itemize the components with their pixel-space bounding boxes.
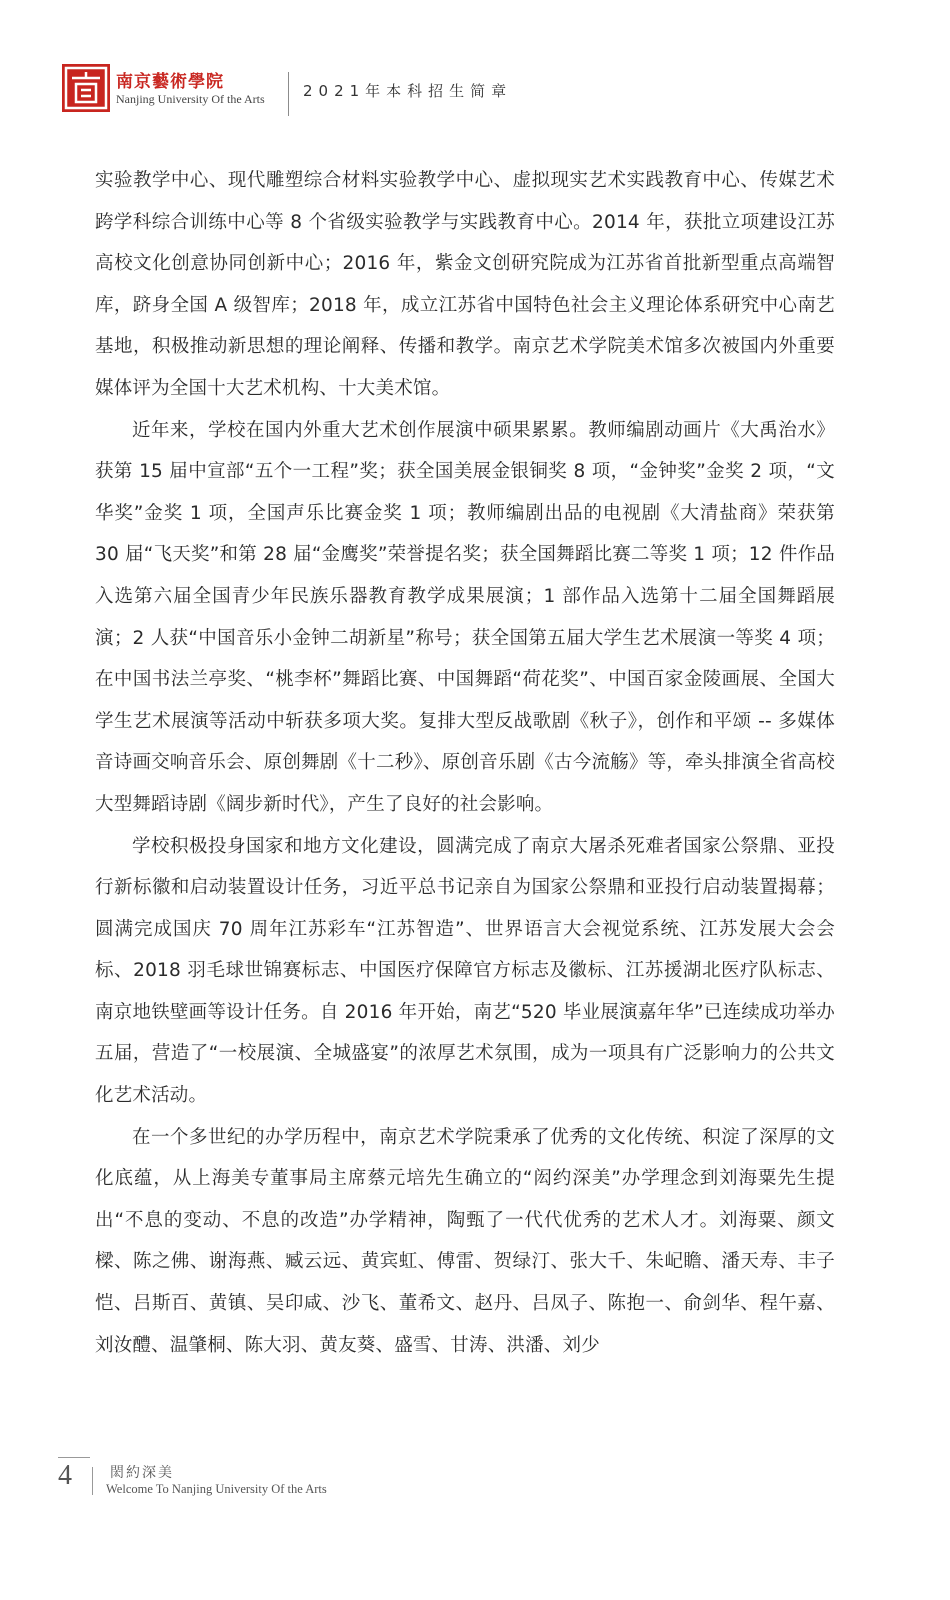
university-motto: 閎約深美 — [110, 1465, 174, 1481]
paragraph-cultural-construction: 学校积极投身国家和地方文化建设，圆满完成了南京大屠杀死难者国家公祭鼎、亚投行新标徽和启动装置设计任务，习近平总书记亲自为国家公祭鼎和亚投行启动装置揭幕；圆满完成国庆 70 周年江苏彩车“江苏智造”、世界语言大会视觉系统、江苏发展大会会标、2018 羽毛球世锦赛标志、中国医疗保障官方标志及徽标、江苏援湖北医疗队标志、南京地铁壁画等设计任务。自 2016 年开始，南艺“520 毕业展演嘉年华”已连续成功举办五届，营造了“一校展演、全城盛宴”的浓厚艺术氛围，成为一项具有广泛影响力的公共文化艺术活动。 — [95, 835, 835, 1107]
page-number: 4 — [58, 1460, 72, 1491]
paragraph-history: 在一个多世纪的办学历程中，南京艺术学院秉承了优秀的文化传统、积淀了深厚的文化底蕴，从上海美专董事局主席蔡元培先生确立的“闳约深美”办学理念到刘海粟先生提出“不息的变动、不息的改造”办学精神，陶甄了一代代优秀的艺术人才。刘海粟、颜文樑、陈之佛、谢海燕、臧云远、黄宾虹、傅雷、贺绿汀、张大千、朱屺瞻、潘天寿、丰子恺、吕斯百、黄镇、吴印咸、沙飞、董希文、赵丹、吕凤子、陈抱一、俞剑华、程午嘉、刘汝醴、温肇桐、陈大羽、黄友葵、盛雪、甘涛、洪潘、刘少 — [95, 1126, 835, 1356]
university-logo-icon — [62, 64, 110, 112]
header-divider — [288, 72, 289, 116]
article-body — [95, 160, 835, 1366]
university-name-en: Nanjing University Of the Arts — [116, 92, 265, 106]
university-name-cn: 南京藝術學院 — [116, 72, 224, 92]
page-header — [62, 64, 892, 118]
paragraph-continued: 实验教学中心、现代雕塑综合材料实验教学中心、虚拟现实艺术实践教育中心、传媒艺术跨学科综合训练中心等 8 个省级实验教学与实践教育中心。2014 年，获批立项建设江苏高校文化创意协同创新中心；2016 年，紫金文创研究院成为江苏省首批新型重点高端智库，跻身全国 A 级智库；2018 年，成立江苏省中国特色社会主义理论体系研究中心南艺基地，积极推动新思想的理论阐释、传播和教学。南京艺术学院美术馆多次被国内外重要媒体评为全国十大艺术机构、十大美术馆。 — [95, 170, 835, 399]
footer-rule — [58, 1457, 90, 1458]
paragraph-achievements: 近年来，学校在国内外重大艺术创作展演中硕果累累。教师编剧动画片《大禹治水》获第 15 届中宣部“五个一工程”奖；获全国美展金银铜奖 8 项，“金钟奖”金奖 2 项，“文华奖”金奖 1 项，全国声乐比赛金奖 1 项；教师编剧出品的电视剧《大清盐商》荣获第 30 届“飞天奖”和第 28 届“金鹰奖”荣誉提名奖；获全国舞蹈比赛二等奖 1 项；12 件作品入选第六届全国青少年民族乐器教育教学成果展演；1 部作品入选第十二届全国舞蹈展演；2 人获“中国音乐小金钟二胡新星”称号；获全国第五届大学生艺术展演一等奖 4 项；在中国书法兰亭奖、“桃李杯”舞蹈比赛、中国舞蹈“荷花奖”、中国百家金陵画展、全国大学生艺术展演等活动中斩获多项大奖。复排大型反战歌剧《秋子》，创作和平颂 -- 多媒体音诗画交响音乐会、原创舞剧《十二秒》、原创音乐剧《古今流觞》等，牵头排演全省高校大型舞蹈诗剧《阔步新时代》，产生了良好的社会影响。 — [95, 419, 835, 815]
footer-divider — [92, 1467, 93, 1495]
footer-welcome-text: Welcome To Nanjing University Of the Arts — [106, 1482, 327, 1496]
page-footer — [58, 1455, 458, 1515]
document-title: 2021年本科招生简章 — [303, 82, 513, 100]
